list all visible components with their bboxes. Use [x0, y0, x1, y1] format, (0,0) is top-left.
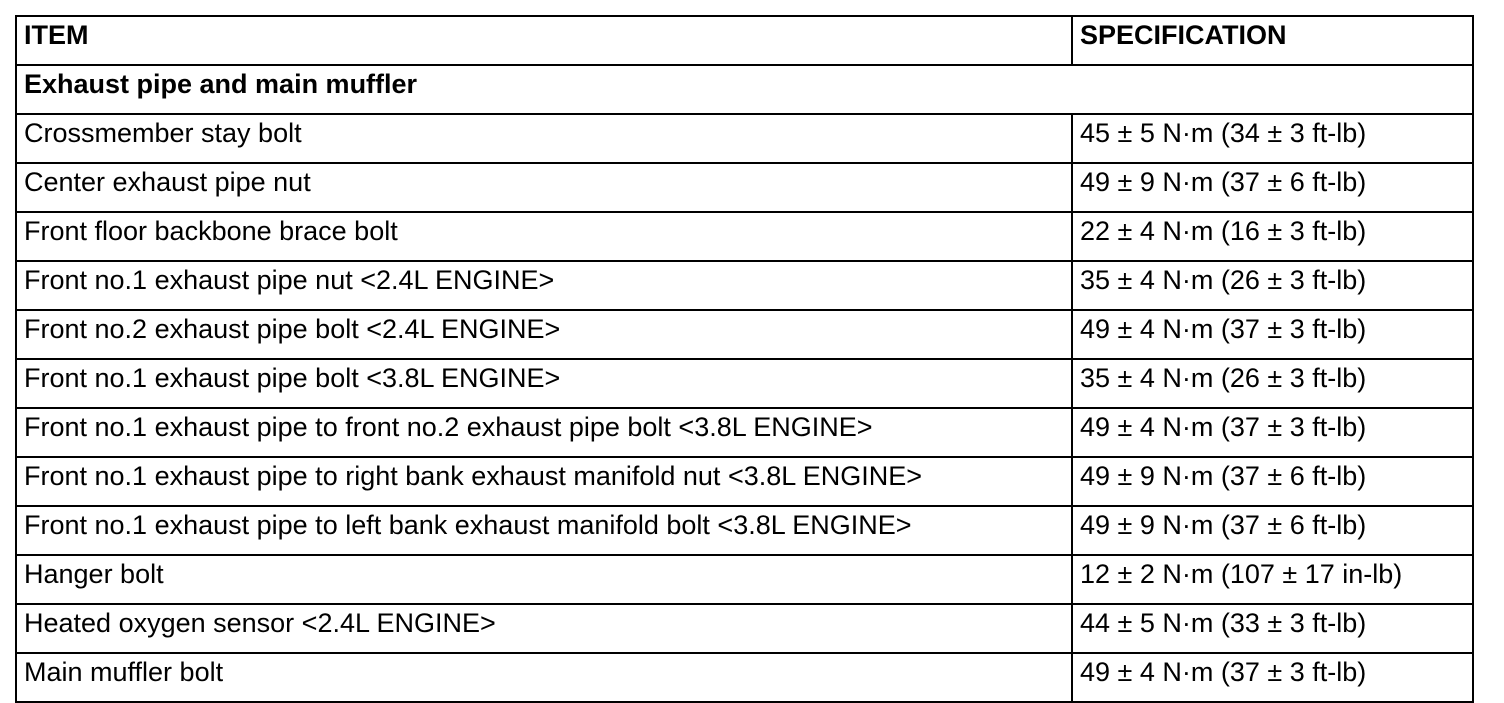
- item-cell: Front floor backbone brace bolt: [16, 212, 1072, 261]
- specification-column-header: SPECIFICATION: [1072, 16, 1473, 65]
- item-cell: Center exhaust pipe nut: [16, 163, 1072, 212]
- table-row: [16, 359, 1473, 408]
- specification-table: [15, 15, 1474, 703]
- spec-cell: 35 ± 4 N·m (26 ± 3 ft-lb): [1072, 359, 1473, 408]
- spec-cell: 35 ± 4 N·m (26 ± 3 ft-lb): [1072, 261, 1473, 310]
- spec-cell: 49 ± 4 N·m (37 ± 3 ft-lb): [1072, 408, 1473, 457]
- item-cell: Front no.1 exhaust pipe to right bank exhaust manifold nut <3.8L ENGINE>: [16, 457, 1072, 506]
- spec-cell: 49 ± 9 N·m (37 ± 6 ft-lb): [1072, 163, 1473, 212]
- spec-cell: 49 ± 9 N·m (37 ± 6 ft-lb): [1072, 457, 1473, 506]
- item-column-header: ITEM: [16, 16, 1072, 65]
- table-row: [16, 310, 1473, 359]
- item-cell: Front no.1 exhaust pipe nut <2.4L ENGINE>: [16, 261, 1072, 310]
- item-cell: Front no.1 exhaust pipe to front no.2 exhaust pipe bolt <3.8L ENGINE>: [16, 408, 1072, 457]
- spec-cell: 22 ± 4 N·m (16 ± 3 ft-lb): [1072, 212, 1473, 261]
- spec-cell: 49 ± 4 N·m (37 ± 3 ft-lb): [1072, 653, 1473, 702]
- table-row: [16, 212, 1473, 261]
- spec-cell: 49 ± 9 N·m (37 ± 6 ft-lb): [1072, 506, 1473, 555]
- table-row: [16, 163, 1473, 212]
- spec-cell: 45 ± 5 N·m (34 ± 3 ft-lb): [1072, 114, 1473, 163]
- spec-cell: 49 ± 4 N·m (37 ± 3 ft-lb): [1072, 310, 1473, 359]
- header-row: [16, 16, 1473, 65]
- item-cell: Front no.1 exhaust pipe bolt <3.8L ENGINE>: [16, 359, 1072, 408]
- spec-cell: 44 ± 5 N·m (33 ± 3 ft-lb): [1072, 604, 1473, 653]
- section-row: [16, 65, 1473, 114]
- table-row: [16, 457, 1473, 506]
- item-cell: Hanger bolt: [16, 555, 1072, 604]
- item-cell: Heated oxygen sensor <2.4L ENGINE>: [16, 604, 1072, 653]
- section-title: Exhaust pipe and main muffler: [16, 65, 1473, 114]
- item-cell: Front no.2 exhaust pipe bolt <2.4L ENGINE>: [16, 310, 1072, 359]
- table-row: [16, 604, 1473, 653]
- spec-cell: 12 ± 2 N·m (107 ± 17 in-lb): [1072, 555, 1473, 604]
- table-row: [16, 114, 1473, 163]
- table-row: [16, 653, 1473, 702]
- table-row: [16, 408, 1473, 457]
- table-row: [16, 261, 1473, 310]
- item-cell: Main muffler bolt: [16, 653, 1072, 702]
- table-row: [16, 555, 1473, 604]
- item-cell: Front no.1 exhaust pipe to left bank exhaust manifold bolt <3.8L ENGINE>: [16, 506, 1072, 555]
- item-cell: Crossmember stay bolt: [16, 114, 1072, 163]
- table-row: [16, 506, 1473, 555]
